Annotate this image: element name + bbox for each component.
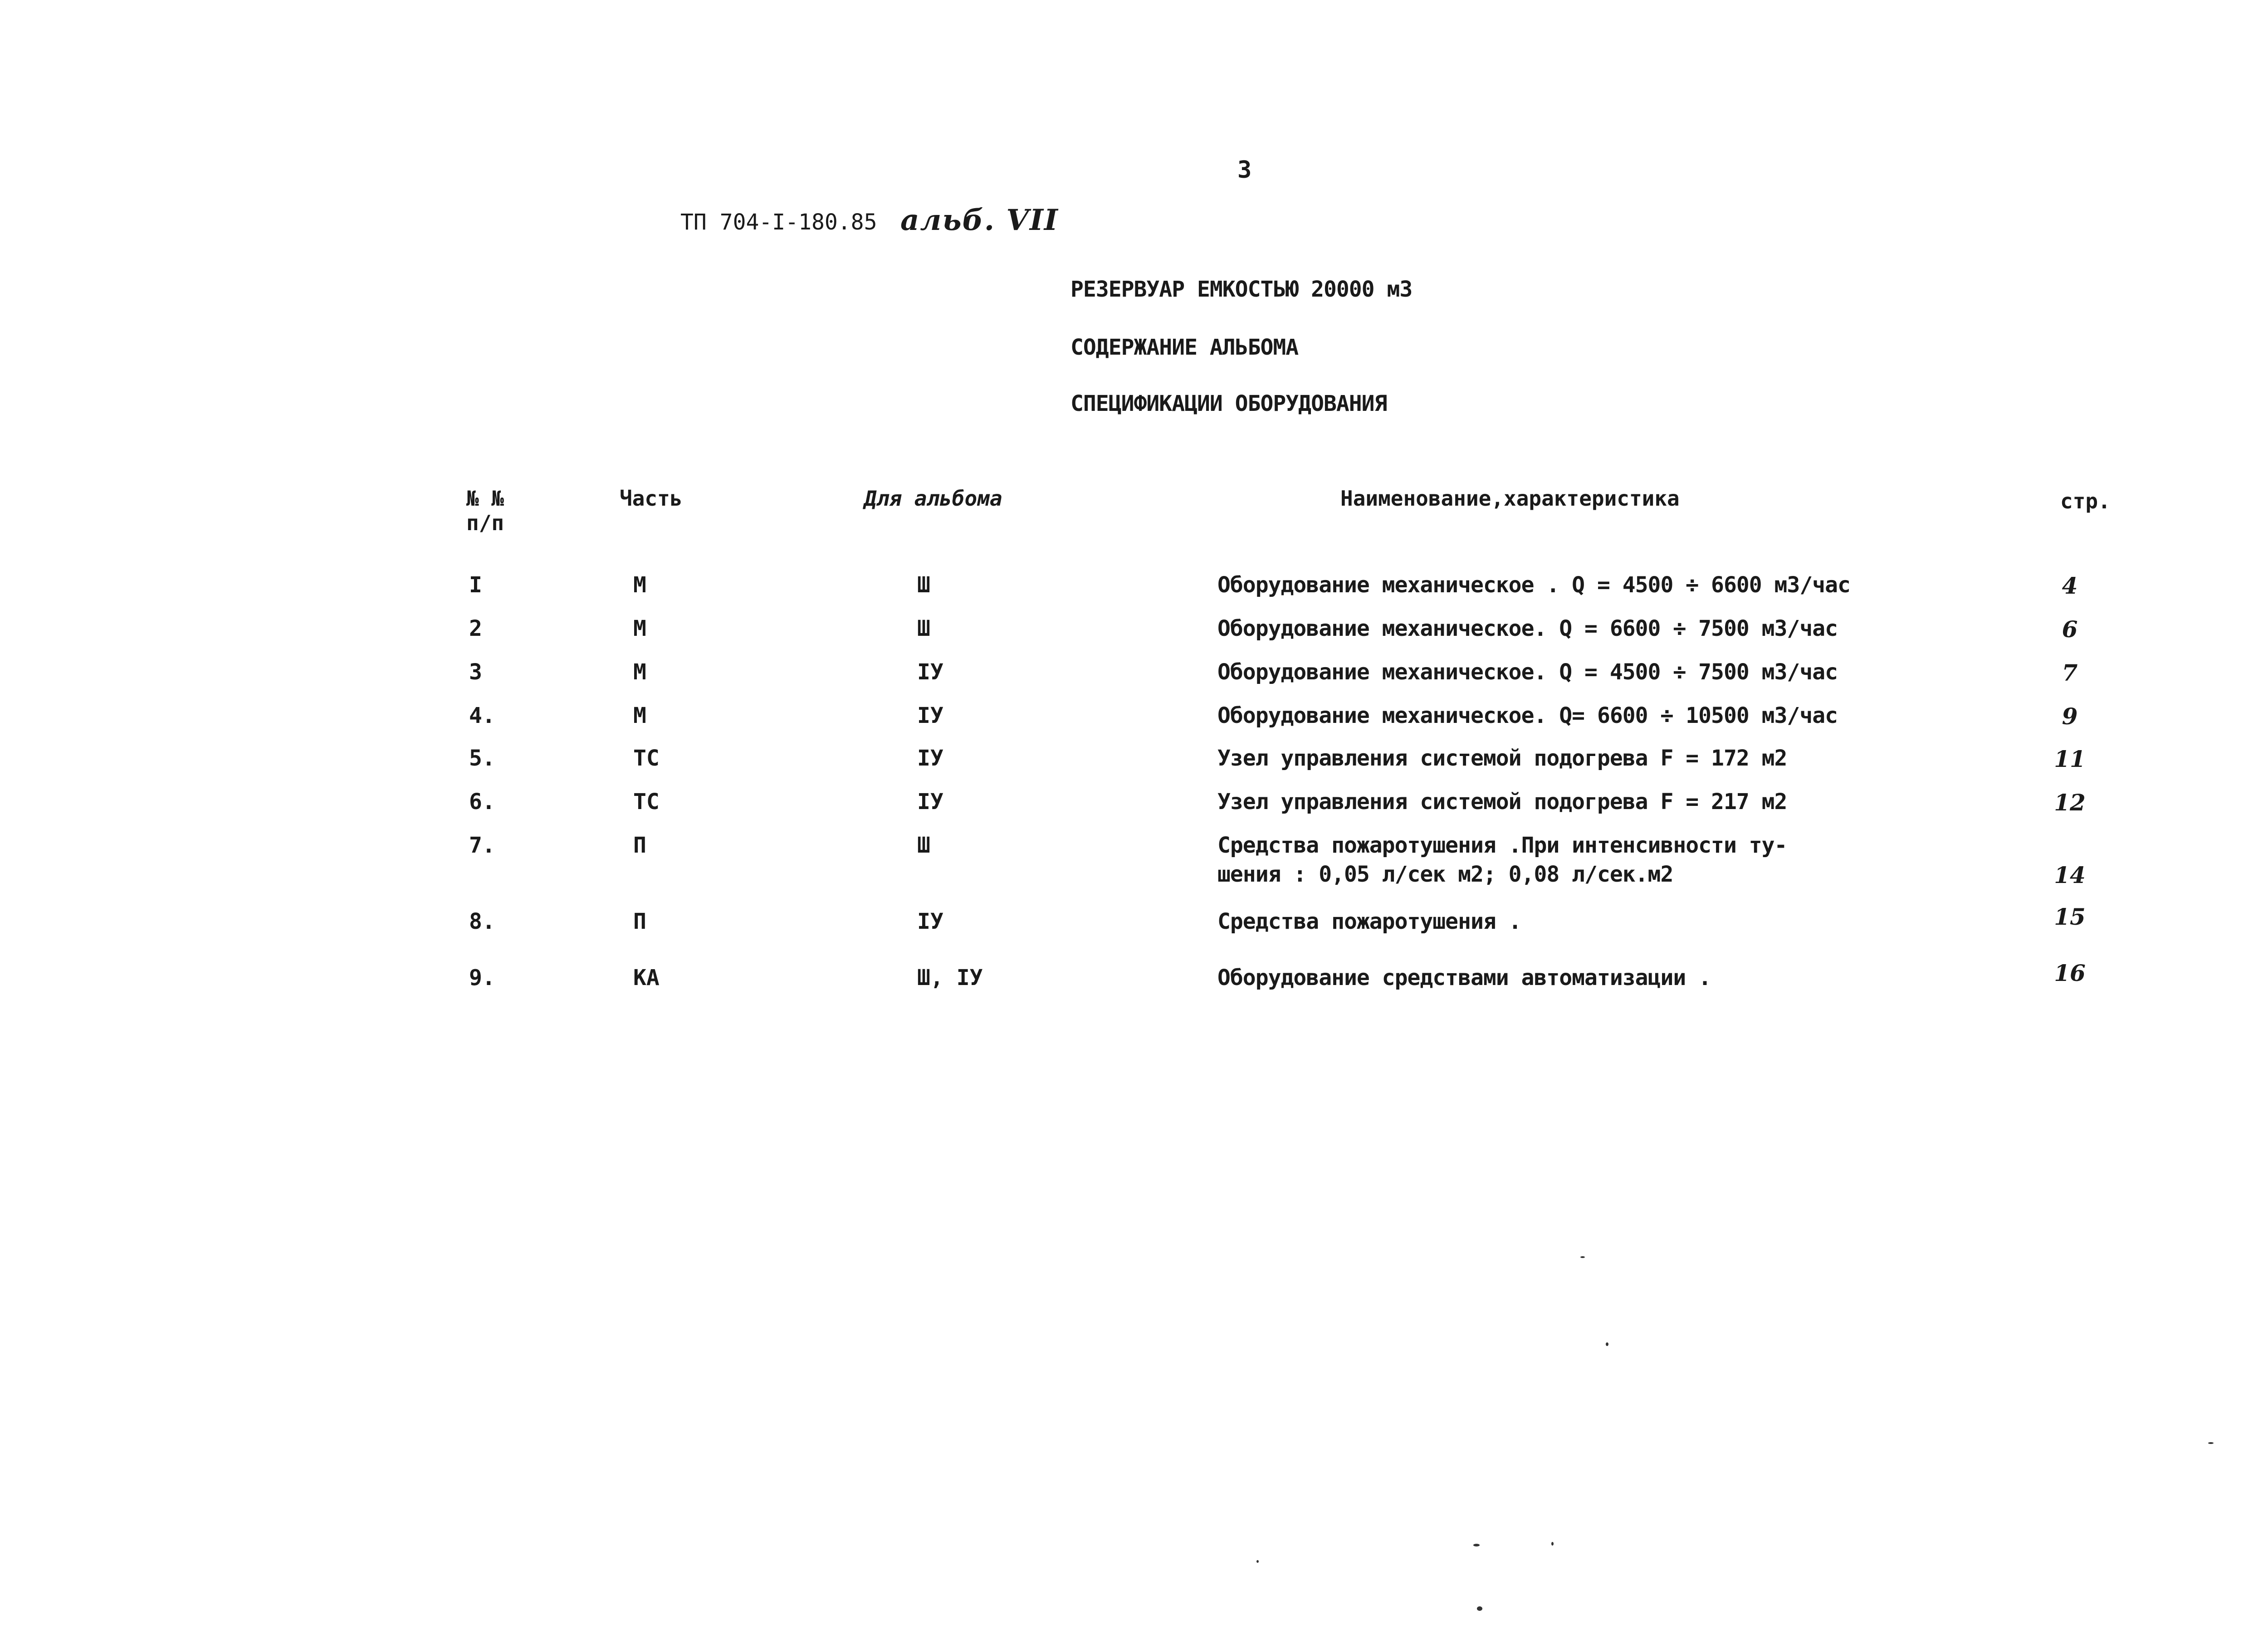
row-number: 8. [469,909,495,934]
row-album: Ш, IУ [917,965,983,990]
row-name [1217,616,1838,641]
scan-speck [1473,1544,1480,1546]
header-number-line2: п/п [466,511,504,535]
row-name [1217,789,1787,815]
row-page: 6 [2062,616,2078,643]
row-page: 9 [2062,703,2078,730]
row-number: 6. [469,789,495,815]
scan-speck [1551,1542,1554,1546]
row-part: ТС [633,746,660,771]
header-name: Наименование,характеристика [1340,486,1680,511]
row-part: П [633,909,646,934]
row-part: КА [633,965,660,990]
row-album: IУ [917,746,943,771]
row-part: М [633,703,646,728]
row-name-text: Оборудование механическое. Q= 6600 ÷ 10500 м3/час [1217,703,1838,728]
scan-speck [1256,1560,1259,1563]
header-album: Для альбома [864,486,1002,511]
page-number: 3 [1237,156,1252,184]
row-number: 2 [469,616,482,641]
row-number: I [469,572,482,598]
row-album: Ш [917,833,930,858]
row-name [1217,909,1521,934]
row-number: 5. [469,746,495,771]
album-note-handwritten: альб. VII [900,203,1059,237]
document-title: РЕЗЕРВУАР ЕМКОСТЬЮ 20000 м3 [1070,277,1413,302]
row-name-text: Узел управления системой подогрева F = 172 м2 [1217,746,1787,771]
row-part: М [633,659,646,685]
row-part: М [633,616,646,641]
row-part: ТС [633,789,660,815]
header-number-line1: № № [466,486,504,511]
scan-speck [1580,1256,1585,1258]
document-code: ТП 704-I-180.85 [680,210,877,235]
row-name-text: Оборудование средствами автоматизации . [1217,965,1711,990]
row-album: IУ [917,789,943,815]
scan-speck [1606,1342,1608,1346]
contents-heading: СОДЕРЖАНИЕ АЛЬБОМА [1070,335,1299,360]
row-album: Ш [917,616,930,641]
scan-speck [1477,1606,1482,1611]
row-name [1217,965,1711,990]
row-page: 15 [2054,903,2086,930]
row-name [1217,572,1850,598]
header-part: Часть [620,486,683,511]
row-album: IУ [917,909,943,934]
row-name [1217,659,1838,685]
scan-speck [2208,1442,2214,1444]
row-name-text-continued: шения : 0,05 л/сек м2; 0,08 л/сек.м2 [1217,862,1673,887]
row-name-text: Оборудование механическое . Q = 4500 ÷ 6600 м3/час [1217,572,1850,598]
header-page: стр. [2060,489,2111,513]
row-page: 4 [2062,572,2078,599]
row-part: М [633,572,646,598]
row-album: Ш [917,572,930,598]
row-number: 9. [469,965,495,990]
row-album: IУ [917,659,943,685]
row-name-text: Средства пожаротушения . [1217,909,1521,934]
row-page: 14 [2054,862,2086,888]
row-number: 7. [469,833,495,858]
row-album: IУ [917,703,943,728]
row-number: 3 [469,659,482,685]
row-page: 7 [2062,659,2078,686]
row-name [1217,746,1787,771]
row-name-text: Оборудование механическое. Q = 6600 ÷ 7500 м3/час [1217,616,1838,641]
row-name [1217,703,1838,728]
spec-heading: СПЕЦИФИКАЦИИ ОБОРУДОВАНИЯ [1070,391,1387,416]
row-name-text: Узел управления системой подогрева F = 217 м2 [1217,789,1787,815]
row-number: 4. [469,703,495,728]
row-page: 12 [2054,789,2086,816]
row-page: 16 [2054,960,2086,986]
row-name-text: Средства пожаротушения .При интенсивности ту- [1217,833,1787,858]
row-page: 11 [2054,746,2086,772]
row-name [1217,833,1787,887]
row-name-text: Оборудование механическое. Q = 4500 ÷ 7500 м3/час [1217,659,1838,685]
row-part: П [633,833,646,858]
